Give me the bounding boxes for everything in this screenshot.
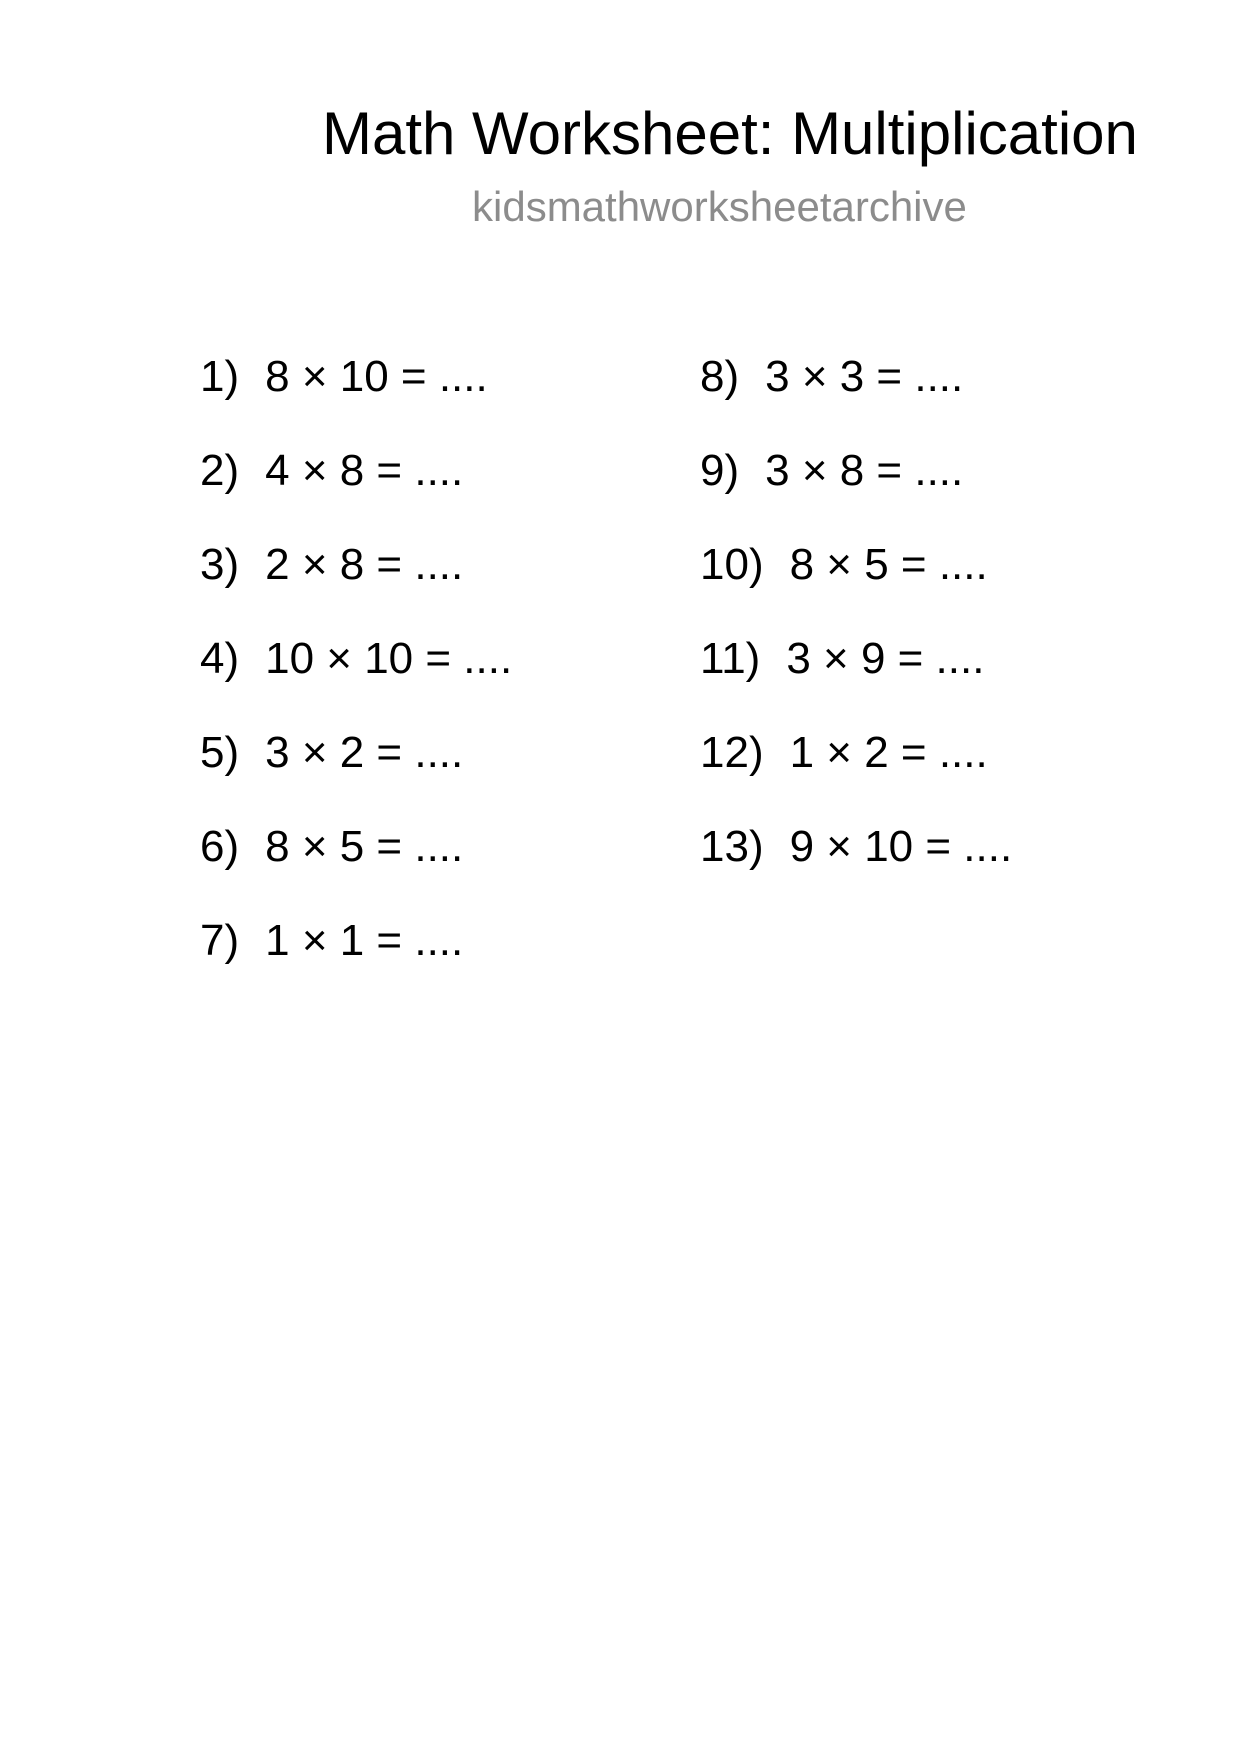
problem-expression: 4 × 8 = .... [265, 446, 464, 495]
worksheet-title: Math Worksheet: Multiplication [322, 100, 1138, 167]
problem-item [200, 632, 512, 686]
problem-expression: 3 × 2 = .... [265, 728, 464, 777]
problem-number: 6) [200, 822, 240, 871]
problem-item [700, 538, 988, 592]
problem-number: 1) [200, 352, 240, 401]
problem-item [700, 726, 988, 780]
problem-item [200, 820, 463, 874]
problem-number: 9) [700, 446, 740, 495]
problem-item [700, 820, 1012, 874]
problem-number: 2) [200, 446, 240, 495]
problem-item [200, 726, 463, 780]
problem-expression: 10 × 10 = .... [265, 634, 513, 683]
problem-item [700, 444, 963, 498]
problem-number: 5) [200, 728, 240, 777]
worksheet-subtitle: kidsmathworksheetarchive [472, 183, 967, 230]
problem-number: 12) [700, 728, 764, 777]
problem-expression: 9 × 10 = .... [789, 822, 1013, 871]
problem-expression: 3 × 8 = .... [765, 446, 964, 495]
problem-item [200, 350, 488, 404]
problem-expression: 2 × 8 = .... [265, 540, 464, 589]
problem-number: 10) [700, 540, 764, 589]
problem-number: 4) [200, 634, 240, 683]
problem-number: 8) [700, 352, 740, 401]
problem-expression: 3 × 9 = .... [786, 634, 985, 683]
problem-item [200, 444, 463, 498]
problem-expression: 3 × 3 = .... [765, 352, 964, 401]
problem-number: 7) [200, 916, 240, 965]
problem-expression: 8 × 5 = .... [789, 540, 988, 589]
problem-number: 3) [200, 540, 240, 589]
problem-item [700, 632, 984, 686]
problem-expression: 1 × 2 = .... [789, 728, 988, 777]
problem-expression: 8 × 5 = .... [265, 822, 464, 871]
problem-expression: 8 × 10 = .... [265, 352, 488, 401]
problem-number: 11) [700, 634, 761, 683]
problem-number: 13) [700, 822, 764, 871]
problem-item [200, 538, 463, 592]
problem-item [200, 914, 463, 968]
problem-item [700, 350, 963, 404]
problem-expression: 1 × 1 = .... [265, 916, 464, 965]
